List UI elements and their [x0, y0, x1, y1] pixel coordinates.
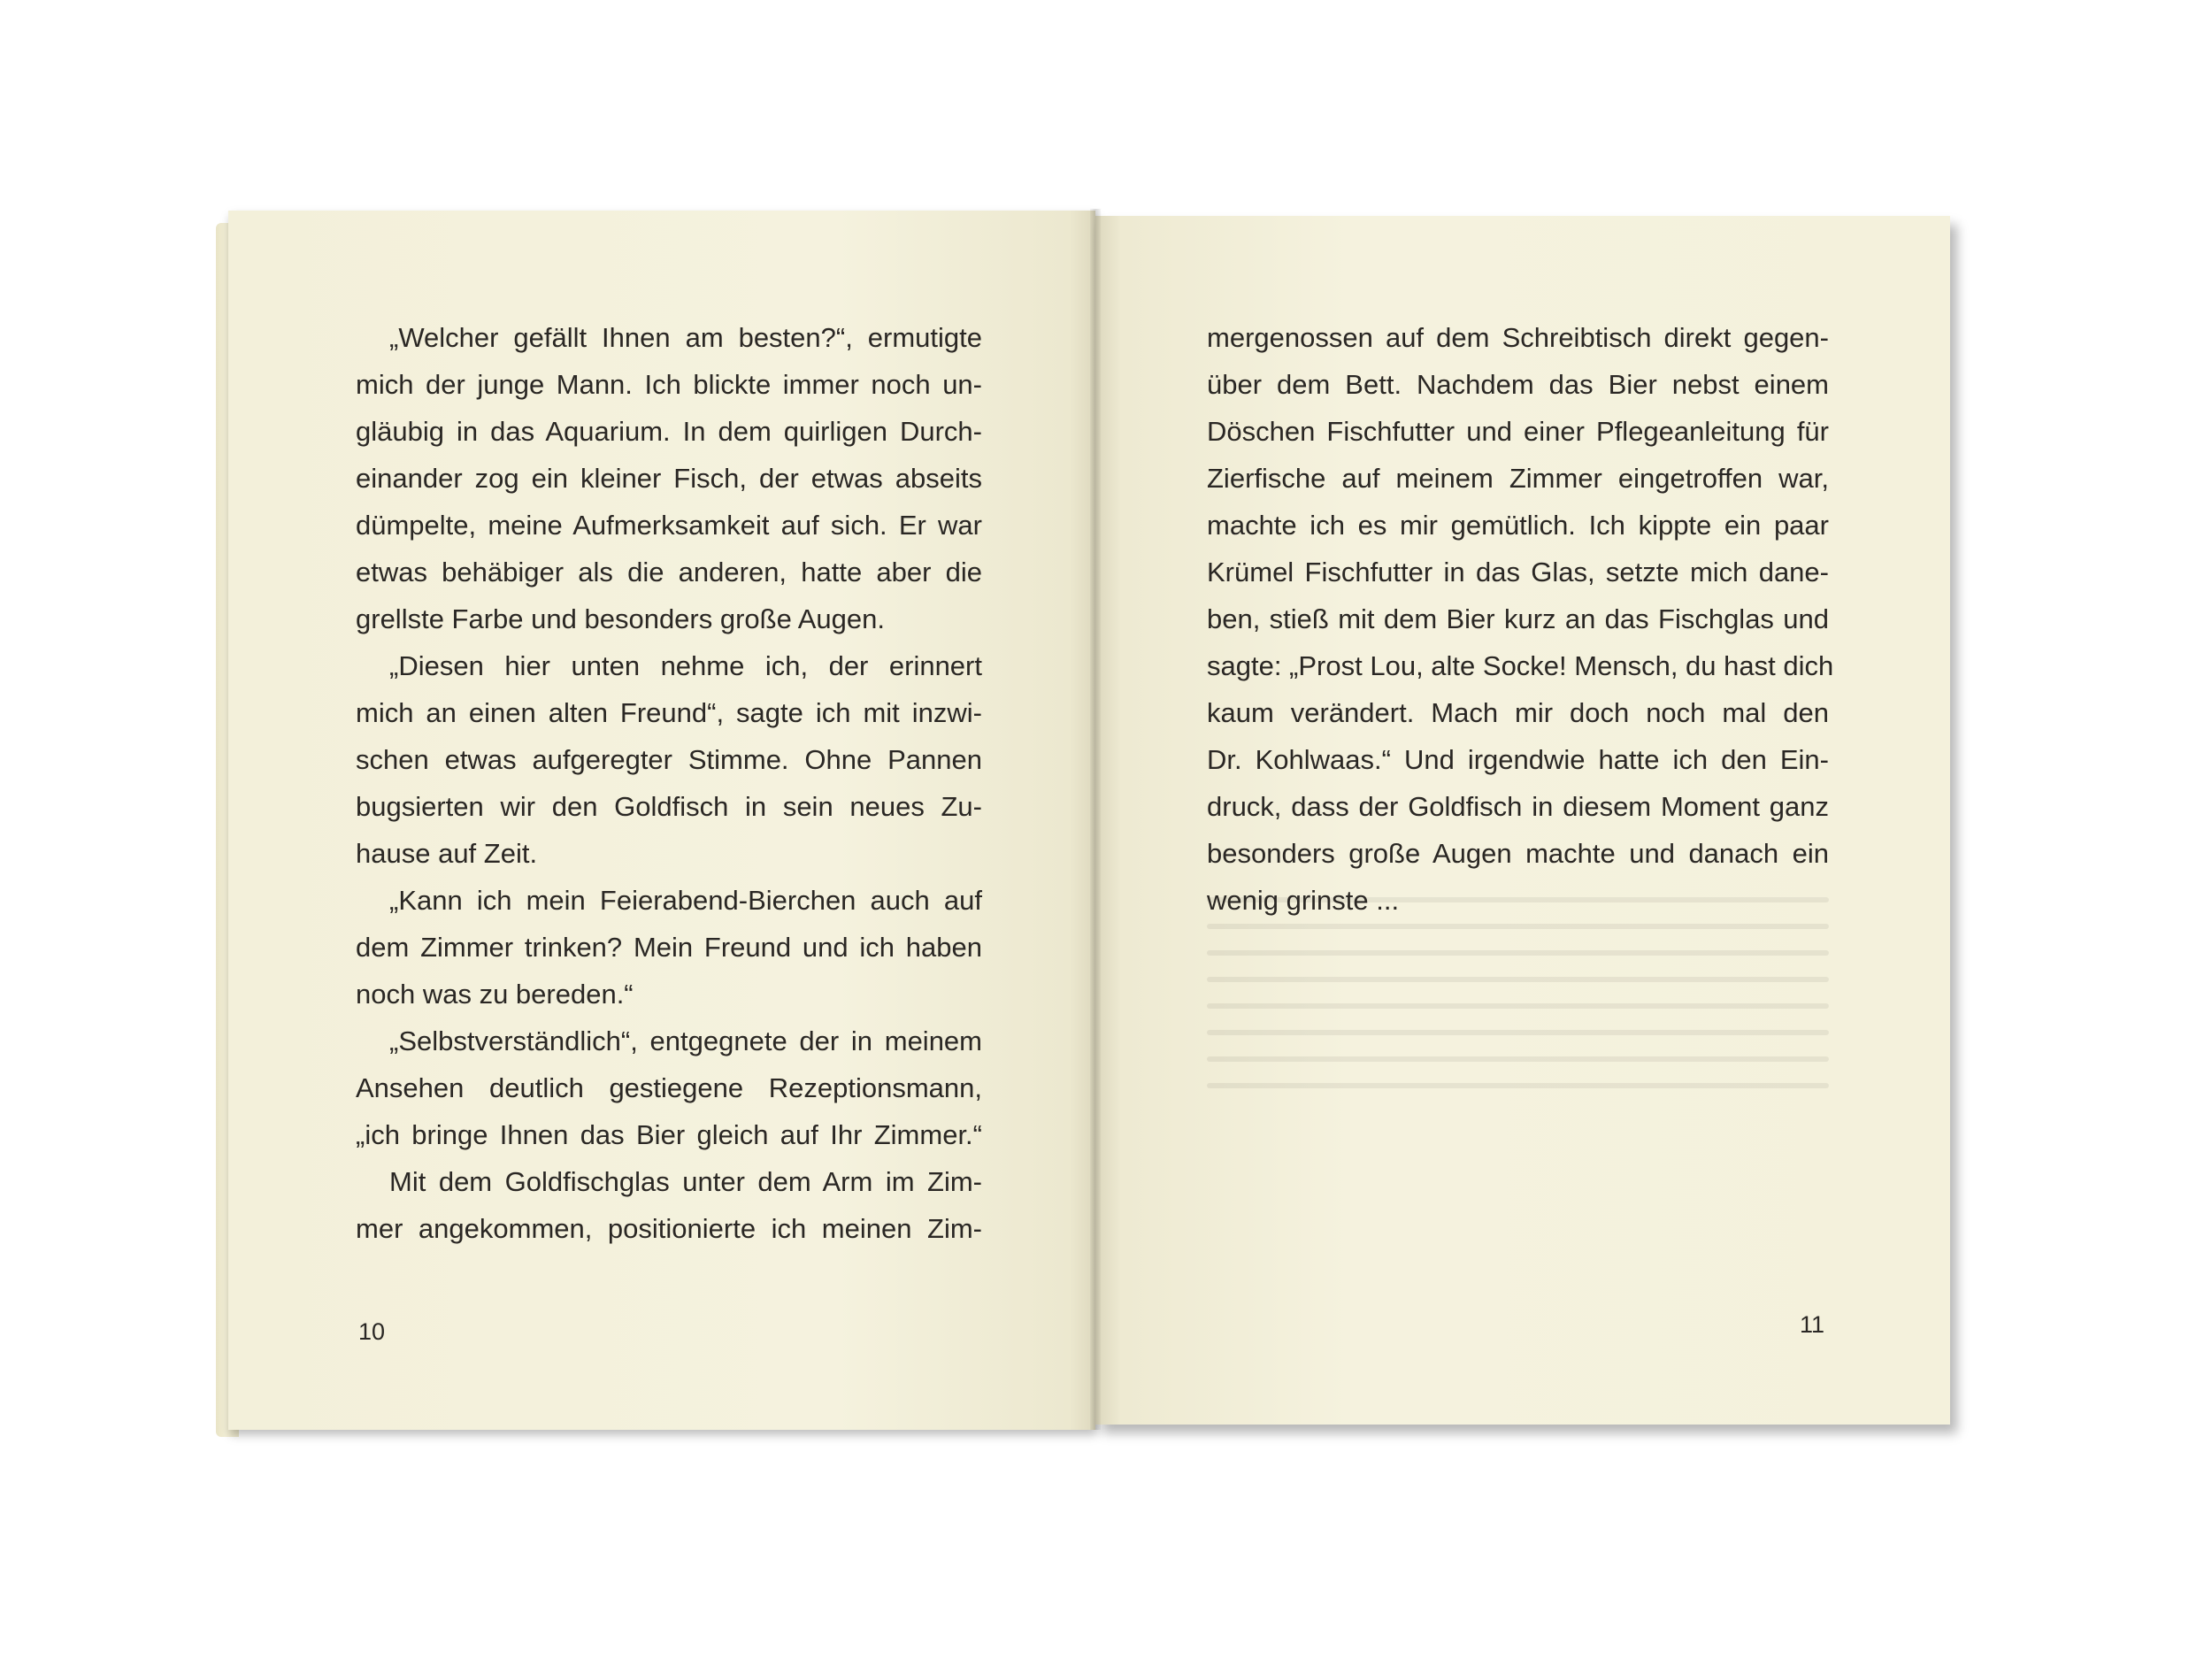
show-through-text: [1207, 876, 1829, 1248]
text-line: mergenossen auf dem Schreibtisch direkt gegen-: [1207, 322, 1829, 353]
text-line: noch was zu bereden.“: [356, 979, 634, 1010]
text-line: „Welcher gefällt Ihnen am besten?“, ermutigte: [389, 322, 982, 353]
text-line: grellste Farbe und besonders große Augen.: [356, 603, 885, 634]
book-gutter: [1090, 209, 1101, 1430]
text-line: wenig grinste ...: [1207, 885, 1400, 916]
text-line: mer angekommen, positionierte ich meinen Zim-: [356, 1213, 982, 1244]
text-line: hause auf Zeit.: [356, 838, 538, 869]
text-line: „Diesen hier unten nehme ich, der erinnert: [389, 650, 982, 681]
text-line: „ich bringe Ihnen das Bier gleich auf Ihr Zimmer.“: [356, 1119, 982, 1150]
text-line: besonders große Augen machte und danach ein: [1207, 838, 1829, 869]
text-line: einander zog ein kleiner Fisch, der etwas abseits: [356, 463, 982, 494]
page-number-left: 10: [358, 1318, 386, 1345]
text-line: mich der junge Mann. Ich blickte immer noch un-: [356, 369, 982, 400]
text-line: gläubig in das Aquarium. In dem quirligen Durch-: [356, 416, 982, 447]
text-line: dem Zimmer trinken? Mein Freund und ich haben: [356, 932, 982, 963]
text-line: „Kann ich mein Feierabend-Bierchen auch auf: [389, 885, 982, 916]
text-line: Döschen Fischfutter und einer Pflegeanleitung für: [1207, 416, 1829, 447]
text-line: machte ich es mir gemütlich. Ich kippte ein paar: [1207, 510, 1829, 541]
text-line: Zierfische auf meinem Zimmer eingetroffen war,: [1207, 463, 1829, 494]
text-line: druck, dass der Goldfisch in diesem Moment ganz: [1207, 791, 1829, 822]
left-page-body: [356, 314, 982, 1252]
text-line: Ansehen deutlich gestiegene Rezeptionsmann,: [356, 1072, 982, 1103]
right-page-body: [1207, 314, 1834, 924]
text-line: ben, stieß mit dem Bier kurz an das Fischglas und: [1207, 603, 1829, 634]
text-line: dümpelte, meine Aufmerksamkeit auf sich. Er war: [356, 510, 982, 541]
text-line: sagte: „Prost Lou, alte Socke! Mensch, du hast dich: [1207, 650, 1834, 681]
text-line: „Selbstverständlich“, entgegnete der in meinem: [389, 1025, 982, 1056]
text-line: bugsierten wir den Goldfisch in sein neues Zu-: [356, 791, 982, 822]
text-line: schen etwas aufgeregter Stimme. Ohne Pannen: [356, 744, 982, 775]
text-line: etwas behäbiger als die anderen, hatte aber die: [356, 557, 982, 588]
text-line: kaum verändert. Mach mir doch noch mal den: [1207, 697, 1829, 728]
text-line: Dr. Kohlwaas.“ Und irgendwie hatte ich den Ein-: [1207, 744, 1829, 775]
text-line: Mit dem Goldfischglas unter dem Arm im Zim-: [389, 1166, 982, 1197]
text-line: Krümel Fischfutter in das Glas, setzte mich dane-: [1207, 557, 1829, 588]
text-line: mich an einen alten Freund“, sagte ich mit inzwi-: [356, 697, 982, 728]
text-line: über dem Bett. Nachdem das Bier nebst einem: [1207, 369, 1829, 400]
page-number-right: 11: [1800, 1311, 1825, 1338]
